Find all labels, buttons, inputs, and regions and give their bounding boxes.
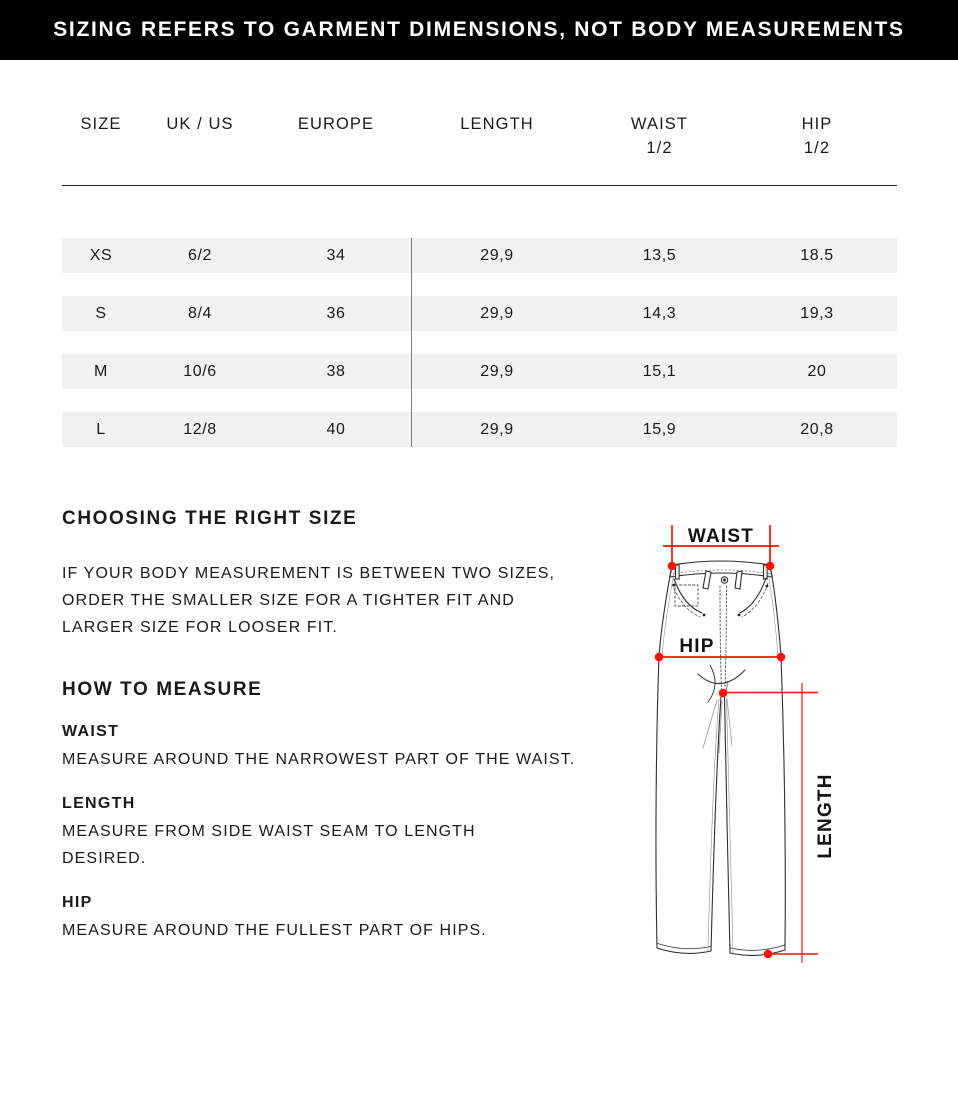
sizing-disclaimer-text: SIZING REFERS TO GARMENT DIMENSIONS, NOT BODY MEASUREMENTS <box>53 18 905 41</box>
column-header-length: LENGTH <box>460 115 534 133</box>
how-to-measure-section <box>62 679 622 944</box>
size-table-header <box>62 105 897 158</box>
measure-item-length: LENGTH MEASURE FROM SIDE WAIST SEAM TO LENGTH DESIRED. <box>62 795 476 867</box>
hip-label: HIP <box>679 636 715 657</box>
pants-illustration <box>656 561 785 955</box>
measurement-dot <box>655 653 664 662</box>
column-header-europe: EUROPE <box>297 115 375 133</box>
measurement-diagram <box>620 505 958 985</box>
length-label: LENGTH <box>815 773 836 859</box>
column-header-size: SIZE <box>80 115 122 133</box>
choosing-size-paragraph: IF YOUR BODY MEASUREMENT IS BETWEEN TWO SIZES, ORDER THE SMALLER SIZE FOR A TIGHTER FIT AND LARGER SIZE FOR LOOSER FIT. <box>62 565 556 636</box>
table-row-l: L 12/8 40 29,9 15,9 20,8 <box>62 412 897 447</box>
waist-label: WAIST <box>687 526 755 547</box>
measure-item-waist: WAIST MEASURE AROUND THE NARROWEST PART OF THE WAIST. <box>62 723 576 768</box>
column-header-hip: HIP 1/2 <box>801 115 833 157</box>
size-table <box>62 105 897 470</box>
measure-item-hip: HIP MEASURE AROUND THE FULLEST PART OF HIPS. <box>62 894 487 939</box>
choosing-size-heading: CHOOSING THE RIGHT SIZE <box>62 508 358 529</box>
choosing-size-section <box>62 508 622 641</box>
header-divider-line <box>62 185 897 186</box>
table-row-xs: XS 6/2 34 29,9 13,5 18.5 <box>62 238 897 273</box>
size-table-body <box>62 238 897 447</box>
measurement-dot <box>668 562 677 571</box>
table-row-m: M 10/6 38 29,9 15,1 20 <box>62 354 897 389</box>
measurement-dot <box>766 562 775 571</box>
measurement-dot <box>777 653 786 662</box>
measurement-dot <box>764 950 773 959</box>
column-header-uk-us: UK / US <box>166 115 234 133</box>
how-to-measure-heading: HOW TO MEASURE <box>62 679 263 700</box>
column-header-waist: WAIST 1/2 <box>630 115 689 157</box>
table-row-s: S 8/4 36 29,9 14,3 19,3 <box>62 296 897 331</box>
sizing-disclaimer-banner <box>0 0 958 60</box>
table-vertical-divider <box>411 238 412 447</box>
